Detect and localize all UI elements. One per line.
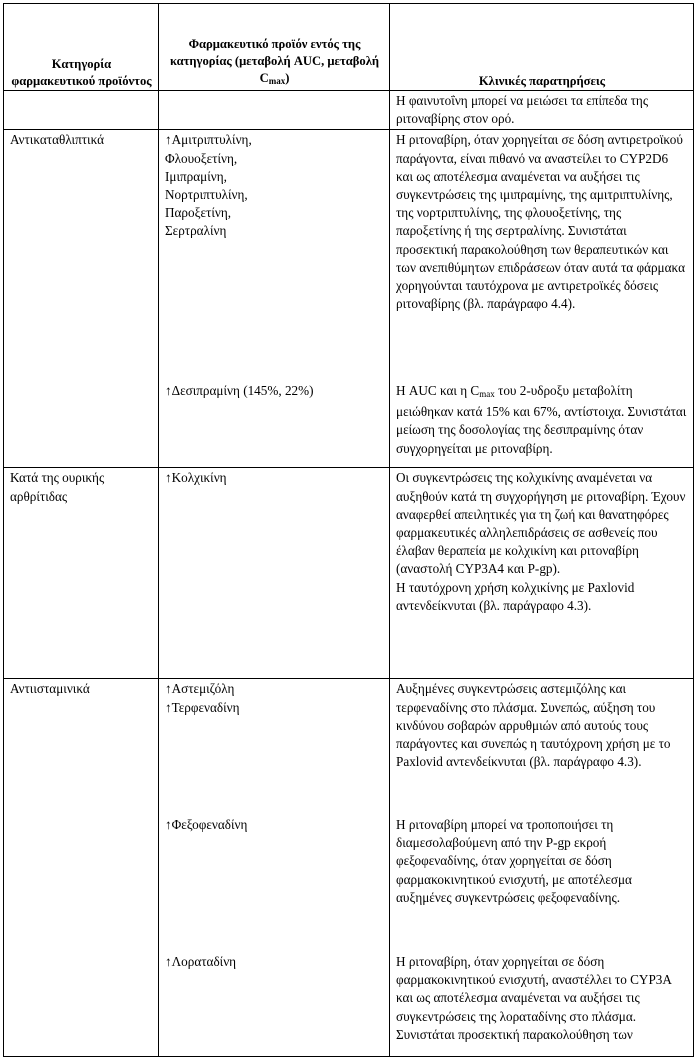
- header-category: Κατηγορία φαρμακευτικού προϊόντος: [4, 4, 159, 91]
- drug-name: ↑Αστεμιζόλη: [165, 681, 235, 697]
- notes-cell: Η ριτοναβίρη, όταν χορηγείται σε δόση αντιρετροϊκού παράγοντα, είναι πιθανό να αναστείλει το CYP2D6 και ως αποτέλεσμα αναμένεται να αυξήσει τις συγκεντρώσεις της ιμιπραμίνης, της αμιτριπτυλίνης, της νορτριπτυλίνης, της φλουοξετίνης, της παροξετίνης ή της σερτραλίνης. Συνιστάται προσεκτική παρακολούθηση των θεραπευτικών και των ανεπιθύμητων επιδράσεων όταν αυτά τα φάρμακα χορηγούνται ταυτόχρονα με αντιρετροϊκές δόσεις ριτοναβίρης (βλ. παράγραφο 4.4).: [390, 130, 694, 374]
- table-row: [4, 679, 694, 808]
- drug-cell: ↑Κολχικίνη: [159, 468, 390, 679]
- drug-name: Φλουοξετίνη,: [165, 150, 238, 166]
- category-cell: [4, 808, 159, 945]
- drug-name: ↑Αμιτριπτυλίνη,: [165, 132, 252, 148]
- header-drug: [159, 4, 390, 91]
- category-cell: [4, 374, 159, 468]
- header-drug-end: ): [285, 71, 290, 85]
- drug-cell: [159, 679, 390, 808]
- header-drug-main: Φαρμακευτικό προϊόν εντός της κατηγορίας (μεταβολή AUC, μεταβολή C: [169, 37, 380, 85]
- table-row: [4, 945, 694, 1057]
- drug-name: Ιμιπραμίνη,: [165, 168, 227, 184]
- header-drug-sub: max: [268, 76, 286, 86]
- notes-part-b: του 2-υδροξυ μεταβολίτη μειώθηκαν κατά 15% και 67%, αντίστοιχα. Συνιστάται μείωση της δοσολογίας της δεσιπραμίνης όταν συγχορηγείται με ριτοναβίρη.: [396, 382, 687, 456]
- notes-paragraph: Οι συγκεντρώσεις της κολχικίνης αναμένεται να αυξηθούν κατά τη συγχορήγηση με ριτοναβίρη. Έχουν αναφερθεί απειλητικές για τη ζωή και θανατηφόρες φαρμακευτικές αλληλεπιδράσεις σε ασθενείς που έλαβαν θεραπεία με κολχικίνη και ριτοναβίρη (αναστολή CYP3A4 και P-gp).: [396, 470, 686, 577]
- notes-cell: Η ριτοναβίρη μπορεί να τροποποιήσει τη διαμεσολαβούμενη από την P-gp εκροή φεξοφεναδίνης, όταν χορηγείται σε δόση φαρμακοκινητικού ενισχυτή, με αποτέλεσμα αυξημένες συγκεντρώσεις φεξοφεναδίνης.: [390, 808, 694, 945]
- table-row: [4, 468, 694, 679]
- notes-sub: max: [479, 388, 495, 399]
- header-row: [4, 4, 694, 91]
- drug-cell: ↑Φεξοφεναδίνη: [159, 808, 390, 945]
- notes-part-a: Η AUC και η C: [396, 382, 480, 398]
- table-row: [4, 808, 694, 945]
- notes-paragraph: Η ταυτόχρονη χρήση κολχικίνης με Paxlovid αντενδείκνυται (βλ. παράγραφο 4.3).: [396, 579, 635, 613]
- notes-cell: [390, 374, 694, 468]
- table-row: [4, 374, 694, 468]
- drug-cell: [159, 91, 390, 130]
- interactions-table: [3, 3, 694, 1057]
- notes-cell: Αυξημένες συγκεντρώσεις αστεμιζόλης και τερφεναδίνης στο πλάσμα. Συνεπώς, αύξηση του κινδύνου σοβαρών αρρυθμιών από αυτούς τους παράγοντες και συνεπώς η ταυτόχρονη χρήση με το Paxlovid αντενδείκνυται (βλ. παράγραφο 4.3).: [390, 679, 694, 808]
- category-cell: [4, 945, 159, 1057]
- category-cell: Αντιισταμινικά: [4, 679, 159, 808]
- drug-cell: [159, 130, 390, 374]
- category-cell: Αντικαταθλιπτικά: [4, 130, 159, 374]
- category-cell: [4, 91, 159, 130]
- drug-name: ↑Τερφεναδίνη: [165, 699, 240, 715]
- notes-cell: [390, 468, 694, 679]
- table-row: [4, 130, 694, 374]
- drug-cell: ↑Δεσιπραμίνη (145%, 22%): [159, 374, 390, 468]
- notes-cell: Η ριτοναβίρη, όταν χορηγείται σε δόση φαρμακοκινητικού ενισχυτή, αναστέλλει το CYP3A και ως αποτέλεσμα αναμένεται να αυξήσει τις συγκεντρώσεις της λοραταδίνης στο πλάσμα. Συνιστάται προσεκτική παρακολούθηση των: [390, 945, 694, 1057]
- table-row: [4, 91, 694, 130]
- drug-name: Παροξετίνη,: [165, 205, 232, 221]
- notes-cell: Η φαινυτοΐνη μπορεί να μειώσει τα επίπεδα της ριτοναβίρης στον ορό.: [390, 91, 694, 130]
- category-cell: Κατά της ουρικής αρθρίτιδας: [4, 468, 159, 679]
- drug-name: Νορτριπτυλίνη,: [165, 187, 248, 203]
- header-notes: Κλινικές παρατηρήσεις: [390, 4, 694, 91]
- drug-cell: ↑Λοραταδίνη: [159, 945, 390, 1057]
- drug-name: Σερτραλίνη: [165, 223, 227, 239]
